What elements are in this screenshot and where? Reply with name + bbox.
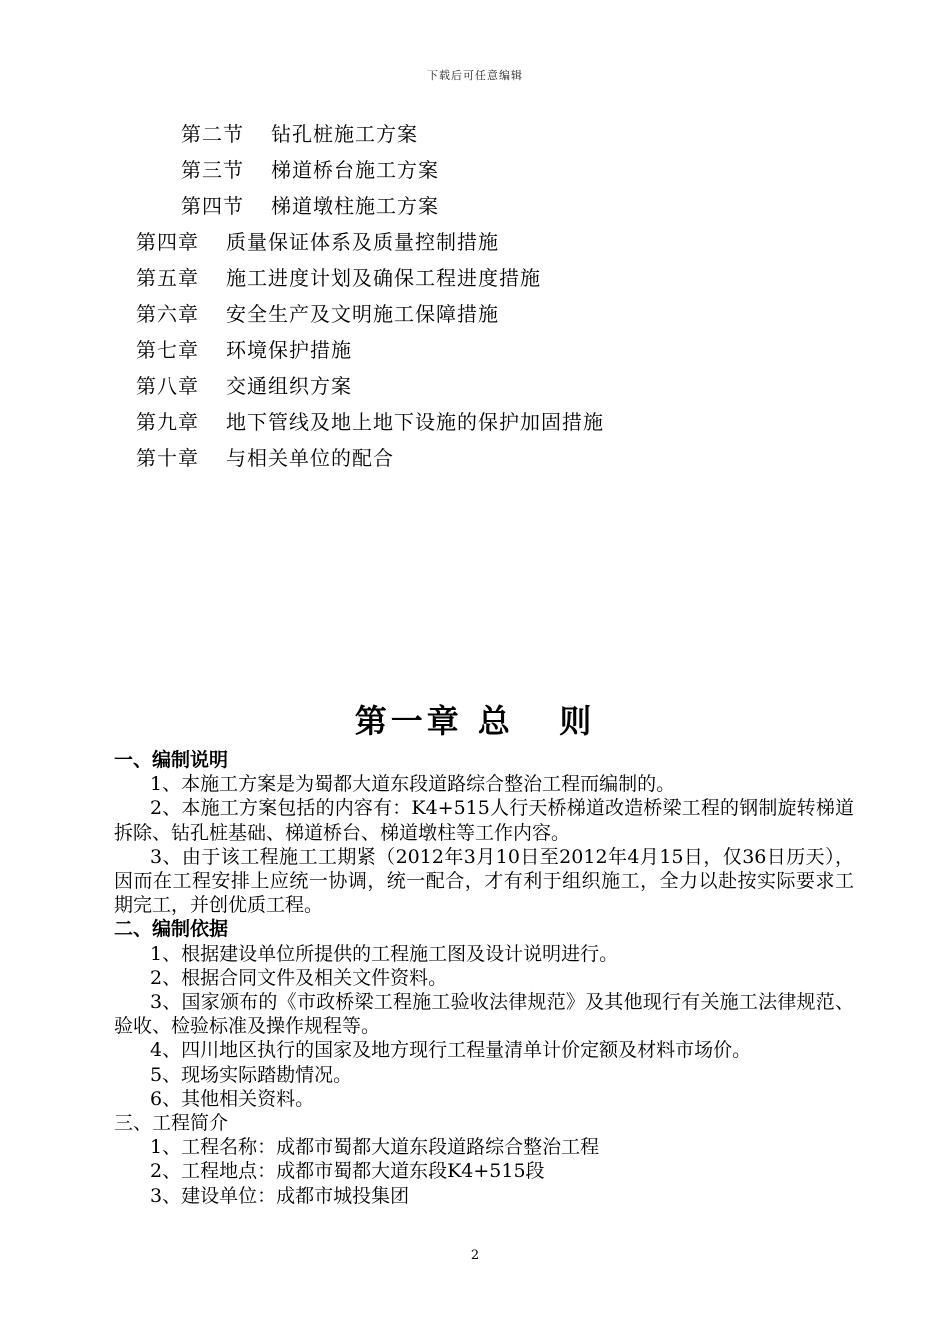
toc-item-number: 第八章 xyxy=(136,374,199,398)
section-heading: 二、编制依据 xyxy=(114,918,229,941)
toc-item-title: 钻孔桩施工方案 xyxy=(271,122,418,146)
header-note: 下载后可任意编辑 xyxy=(427,69,523,82)
toc-item xyxy=(136,440,394,476)
toc-item-title: 与相关单位的配合 xyxy=(226,446,394,470)
toc-item-number: 第二节 xyxy=(181,122,244,146)
toc-item-number: 第九章 xyxy=(136,410,199,434)
toc-item-title: 地下管线及地上地下设施的保护加固措施 xyxy=(226,410,604,434)
toc-item xyxy=(136,296,499,332)
toc-item xyxy=(181,116,418,152)
page-number: 2 xyxy=(470,1248,480,1263)
toc-item-number: 第六章 xyxy=(136,302,199,326)
paragraph: 1、本施工方案是为蜀都大道东段道路综合整治工程而编制的。 xyxy=(150,773,676,796)
toc-item-number: 第三节 xyxy=(181,158,244,182)
toc-item xyxy=(136,404,604,440)
toc-item-title: 质量保证体系及质量控制措施 xyxy=(226,230,499,254)
toc-item-title: 施工进度计划及确保工程进度措施 xyxy=(226,266,541,290)
chapter-body xyxy=(114,748,854,1208)
toc-item-number: 第七章 xyxy=(136,338,199,362)
toc-item-number: 第四节 xyxy=(181,194,244,218)
paragraph: 3、由于该工程施工工期紧（2012年3月10日至2012年4月15日，仅36日历天），因而在工程安排上应统一协调，统一配合，才有利于组织施工，全力以赴按实际要求工期完工，并创优质工程。 xyxy=(114,845,854,917)
chapter-title: 第一章 总 则 xyxy=(354,702,596,740)
paragraph: 3、建设单位：成都市城投集团 xyxy=(150,1184,410,1207)
paragraph: 6、其他相关资料。 xyxy=(150,1087,315,1110)
toc-item-number: 第四章 xyxy=(136,230,199,254)
paragraph: 2、根据合同文件及相关文件资料。 xyxy=(150,966,448,989)
toc-item xyxy=(136,224,499,260)
paragraph: 5、现场实际踏勘情况。 xyxy=(150,1063,353,1086)
paragraph: 3、国家颁布的《市政桥梁工程施工验收法律规范》及其他现行有关施工法律规范、验收、检验标准及操作规程等。 xyxy=(114,991,854,1038)
toc-item xyxy=(136,368,352,404)
paragraph: 2、工程地点：成都市蜀都大道东段K4+515段 xyxy=(150,1160,545,1183)
paragraph: 4、四川地区执行的国家及地方现行工程量清单计价定额及材料市场价。 xyxy=(150,1039,752,1062)
paragraph: 1、工程名称：成都市蜀都大道东段道路综合整治工程 xyxy=(150,1136,600,1159)
section-heading: 一、编制说明 xyxy=(114,749,229,771)
toc-item xyxy=(136,260,541,296)
toc-item-number: 第五章 xyxy=(136,266,199,290)
paragraph: 2、本施工方案包括的内容有：K4+515人行天桥梯道改造桥梁工程的钢制旋转梯道拆除、钻孔桩基础、梯道桥台、梯道墩柱等工作内容。 xyxy=(114,797,854,844)
toc-item-title: 梯道墩柱施工方案 xyxy=(271,194,439,218)
section-heading: 三、工程简介 xyxy=(114,1112,229,1135)
toc-item xyxy=(181,188,439,224)
toc-item xyxy=(136,332,352,368)
toc-item-title: 安全生产及文明施工保障措施 xyxy=(226,302,499,326)
paragraph: 1、根据建设单位所提供的工程施工图及设计说明进行。 xyxy=(150,942,619,965)
toc-item-number: 第十章 xyxy=(136,446,199,470)
toc-item xyxy=(181,152,439,188)
toc-item-title: 梯道桥台施工方案 xyxy=(271,158,439,182)
toc-item-title: 交通组织方案 xyxy=(226,374,352,398)
toc-item-title: 环境保护措施 xyxy=(226,338,352,362)
